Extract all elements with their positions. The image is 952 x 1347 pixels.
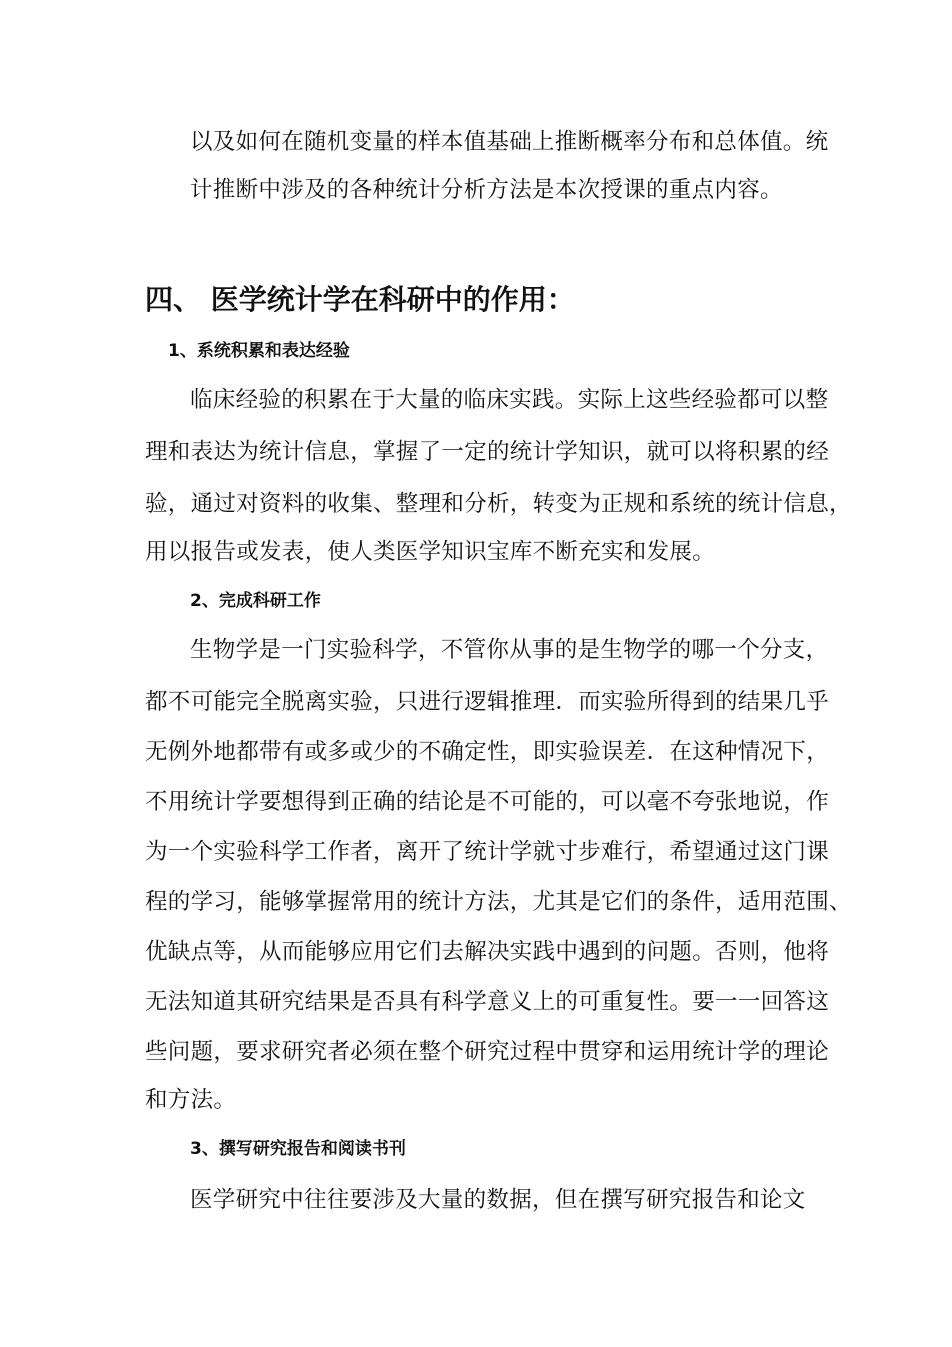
paragraph-line: 都不可能完全脱离实验，只进行逻辑推理．而实验所得到的结果几乎	[145, 689, 830, 715]
paragraph-line: 和方法。	[145, 1087, 237, 1113]
subsection-heading: 2、完成科研工作	[190, 591, 321, 611]
paragraph-line: 计推断中涉及的各种统计分析方法是本次授课的重点内容。	[190, 177, 783, 203]
paragraph-line: 些问题，要求研究者必须在整个研究过程中贯穿和运用统计学的理论	[145, 1039, 830, 1065]
paragraph-line: 以及如何在随机变量的样本值基础上推断概率分布和总体值。统	[190, 129, 829, 155]
paragraph-line: 程的学习，能够掌握常用的统计方法，尤其是它们的条件，适用范围、	[145, 889, 852, 915]
paragraph-line: 无例外地都带有或多或少的不确定性，即实验误差．在这种情况下，	[145, 739, 830, 765]
subsection-heading: 3、撰写研究报告和阅读书刊	[190, 1139, 406, 1159]
paragraph-line: 验，通过对资料的收集、整理和分析，转变为正规和系统的统计信息，	[145, 491, 852, 517]
section-heading: 四、 医学统计学在科研中的作用：	[145, 283, 575, 316]
paragraph-line: 为一个实验科学工作者，离开了统计学就寸步难行，希望通过这门课	[145, 839, 830, 865]
paragraph-line: 不用统计学要想得到正确的结论是不可能的，可以毫不夸张地说，作	[145, 789, 830, 815]
paragraph-line: 医学研究中往往要涉及大量的数据，但在撰写研究报告和论文	[190, 1187, 806, 1213]
paragraph-line: 用以报告或发表，使人类医学知识宝库不断充实和发展。	[145, 539, 716, 565]
paragraph-line: 理和表达为统计信息，掌握了一定的统计学知识，就可以将积累的经	[145, 439, 830, 465]
subsection-heading: 1、系统积累和表达经验	[168, 341, 350, 361]
paragraph-line: 无法知道其研究结果是否具有科学意义上的可重复性。要一一回答这	[145, 989, 830, 1015]
paragraph-line: 临床经验的积累在于大量的临床实践。实际上这些经验都可以整	[190, 387, 829, 413]
paragraph-line: 生物学是一门实验科学，不管你从事的是生物学的哪一个分支，	[190, 637, 829, 663]
paragraph-line: 优缺点等，从而能够应用它们去解决实践中遇到的问题。否则，他将	[145, 939, 830, 965]
